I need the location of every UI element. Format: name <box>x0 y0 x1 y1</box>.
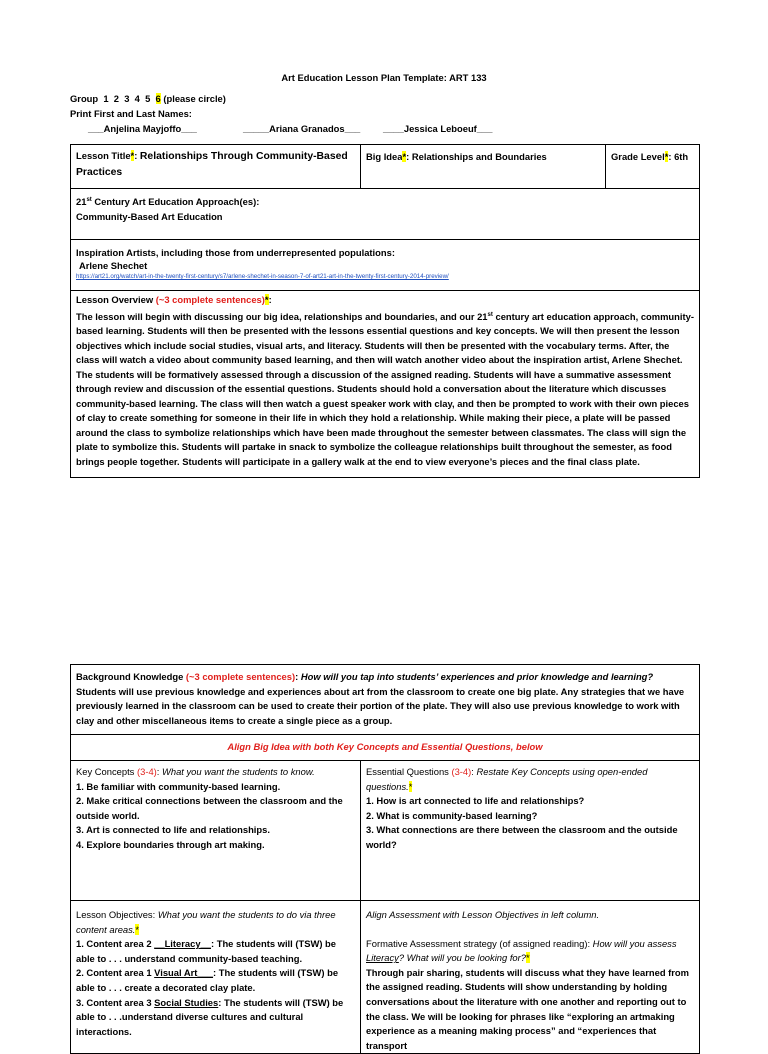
approach-label: 21st Century Art Education Approach(es): <box>76 196 260 208</box>
approach-cell <box>71 189 700 240</box>
document-title: Art Education Lesson Plan Template: ART 133 <box>281 72 487 83</box>
inspiration-video-link[interactable]: https://art21.org/watch/art-in-the-twenty-first-century/s7/arlene-shechet-in-season-7-of-art21-art-in-the-twenty-first-century-2014-preview/ <box>76 273 449 280</box>
objectives-label: Lesson Objectives: <box>76 909 156 920</box>
formative-question-part1: How will you assess <box>592 937 677 949</box>
group-option-4[interactable]: 4 <box>134 93 140 104</box>
key-concept-item: 1. Be familiar with community-based learning. <box>76 780 281 792</box>
overview-text-part2: century art education approach, community-based learning. Students will then be presented with the lessons essential questions and key concepts. We will then present the lesson objectives which include social studies, visual arts, and literacy. Students will then be presented with the vocabulary terms. After, the class will watch a video about community based learning, and then will watch another video about the inspiration artist, Arlene Shechet. The students will be formatively assessed through a discussion of the assigned reading. Students will have a summative assessment through review and discussion of the essential questions. Students should hold a conversation about the literature which discusses community-based learning. The class will then watch a guest speaker work with clay, and then be prompted to work with their own pieces of clay to create something for someone in their life in which they hold a relationship. While making their piece, a plate will be passed around the class to symbolize relationships which have been made throughout the semester between classmates. The class will sign the plate to symbolize this. Students will partake in snack to symbolize the colleague relationships built throughout the semester, as food brings people together. Students will participate in a gallery walk at the end to view everyone’s pieces and the final class plate. <box>76 310 694 467</box>
lesson-overview-cell: Lesson Overview (~3 complete sentences)*: The lesson will begin with discussing our big idea, relationships and boundaries, and our 21st century art education approach, community-based learning. Students will then be presented with the lessons essential questions and key concepts. We will then present the lesson objectives which include social studies, visual arts, and literacy. Students will then be presented with the vocabulary terms. After, the class will watch a video about community based learning, and then will watch another video about the inspiration artist, Arlene Shechet. The students will be formatively assessed through a discussion of the assigned reading. Students will have a summative assessment through review and discussion of the essential questions. Students should hold a conversation about the literature which discusses community-based learning. The class will then watch a guest speaker work with clay, and then be prompted to work with their own pieces of clay to create something for someone in their life in which they hold a relationship. While making their piece, a plate will be passed around the class to symbolize relationships which have been made throughout the semester between classmates. The class will sign the plate to symbolize this. Students will partake in snack to symbolize the colleague relationships built throughout the semester, as food brings people together. Students will participate in a gallery walk at the end to view everyone’s pieces and the final class plate. <box>71 291 700 478</box>
essential-questions-count: (3-4) <box>451 766 472 777</box>
align-heading: Align Big Idea with both Key Concepts and Essential Questions, below <box>227 741 543 752</box>
required-asterisk: * <box>130 150 135 161</box>
overview-hint: (~3 complete sentences) <box>155 294 265 305</box>
big-idea-label: Big Idea <box>366 151 403 162</box>
key-concept-item: 3. Art is connected to life and relationships. <box>76 824 270 836</box>
background-question: How will you tap into students’ experiences and prior knowledge and learning? <box>300 671 654 682</box>
key-concept-item: 2. Make critical connections between the classroom and the outside world. <box>76 795 343 821</box>
align-heading-cell <box>71 735 700 761</box>
lesson-title-cell <box>71 145 361 189</box>
assessment-heading: Align Assessment with Lesson Objectives in left column. <box>366 909 600 920</box>
essential-questions-prompt: Restate Key Concepts using open-ended questions. <box>366 766 648 792</box>
group-option-5[interactable]: 5 <box>145 93 151 104</box>
lesson-title-colon: : <box>134 150 138 161</box>
student-name-1: ___Anjelina Mayjoffo___ <box>88 123 197 134</box>
background-text: Students will use previous knowledge and experiences about art from the classroom to create one big plate. Any strategies that we have previously learned in the classroom can be used to create their portion of the plate. They will also use previous knowledge to work with clay and other miscellaneous items to create a single piece as a group. <box>76 685 685 726</box>
background-knowledge-cell: Background Knowledge (~3 complete sentences): How will you tap into students’ experiences and prior knowledge and learning? Students will use previous knowledge and experiences about art from the classroom to create one big plate. Any strategies that we have previously learned in the classroom can be used to create their portion of the plate. They will also use previous knowledge to work with clay and other miscellaneous items to create a single piece as a group. <box>71 665 700 735</box>
group-option-6-highlighted[interactable]: 6 <box>155 93 161 104</box>
student-name-3: ____Jessica Leboeuf___ <box>383 123 493 134</box>
essential-questions-label: Essential Questions <box>366 766 449 777</box>
background-hint: (~3 complete sentences) <box>185 671 296 682</box>
objective-item: 2. Content area 1 Visual Art___: The students will (TSW) be able to . . . create a decorated clay plate. <box>76 967 339 993</box>
essential-questions-cell: Essential Questions (3-4): Restate Key Concepts using open-ended questions.* 1. How is art connected to life and relationships? 2. What is community-based learning? 3. What connections are there between the classroom and the outside world? <box>361 761 700 901</box>
formative-question-part2: ? What will you be looking for? <box>398 952 526 964</box>
objective-item: 1. Content area 2 __Literacy__: The students will (TSW) be able to . . . understand community-based teaching. <box>76 938 336 964</box>
group-selector <box>70 93 226 104</box>
required-asterisk: * <box>408 780 413 792</box>
names-label: Print First and Last Names: <box>70 108 192 119</box>
group-label: Group <box>70 93 99 104</box>
group-option-2[interactable]: 2 <box>113 93 119 104</box>
objectives-prompt: What you want the students to do via three content areas. <box>76 909 336 935</box>
lesson-objectives-cell <box>71 901 361 1054</box>
formative-literacy: Literacy <box>366 952 399 964</box>
lesson-title-value: Relationships Through Community-Based Practices <box>76 151 348 178</box>
required-asterisk: * <box>402 151 407 162</box>
approach-value: Community-Based Art Education <box>76 210 223 222</box>
inspiration-cell <box>71 240 700 291</box>
big-idea-value: Relationships and Boundaries <box>411 151 547 162</box>
formative-label: Formative Assessment strategy (of assigned reading): <box>366 937 591 949</box>
grade-level-label: Grade Level <box>611 151 665 162</box>
inspiration-label: Inspiration Artists, including those from underrepresented populations: <box>76 247 395 258</box>
formative-text: Through pair sharing, students will discuss what they have learned from the assigned reading. Students will show understanding by holding conversations about the literature with one another and reporting out to the class. We will be looking for phrases like “exploring an artmaking experience as a meaning making process” and “experiences that transport <box>366 966 689 1051</box>
key-concepts-label: Key Concepts <box>76 766 135 777</box>
overview-text-part1: The lesson will begin with discussing our big idea, relationships and boundaries, and our 21 <box>76 310 488 322</box>
key-concepts-cell: Key Concepts (3-4): What you want the students to know. 1. Be familiar with community-based learning. 2. Make critical connections between the classroom and the outside world. 3. Art is connected to life and relationships. 4. Explore boundaries through art making. <box>71 761 361 901</box>
key-concept-item: 4. Explore boundaries through art making. <box>76 838 265 850</box>
lesson-plan-table-top <box>70 144 700 478</box>
overview-sup: st <box>487 311 493 318</box>
background-label: Background Knowledge <box>76 671 184 682</box>
key-concepts-prompt: What you want the students to know. <box>162 766 315 777</box>
key-concepts-count: (3-4) <box>136 766 157 777</box>
essential-question-item: 2. What is community-based learning? <box>366 809 538 821</box>
essential-question-item: 1. How is art connected to life and relationships? <box>366 795 585 807</box>
assessment-cell <box>361 901 700 1054</box>
student-name-2: _____Ariana Granados___ <box>243 123 361 134</box>
group-circle-note: (please circle) <box>163 93 226 104</box>
inspiration-artist: Arlene Shechet <box>79 260 148 271</box>
required-asterisk: * <box>135 923 140 935</box>
group-option-1[interactable]: 1 <box>103 93 109 104</box>
grade-level-value: 6th <box>674 151 689 162</box>
lesson-plan-table-bottom <box>70 664 700 1054</box>
lesson-title-label: Lesson Title <box>76 150 131 161</box>
overview-label: Lesson Overview <box>76 294 154 305</box>
required-asterisk: * <box>664 151 669 162</box>
required-asterisk: * <box>525 952 530 964</box>
group-option-3[interactable]: 3 <box>124 93 130 104</box>
grade-level-cell: Grade Level*: 6th <box>606 145 700 189</box>
essential-question-item: 3. What connections are there between the classroom and the outside world? <box>366 824 678 850</box>
big-idea-cell: Big Idea*: Relationships and Boundaries <box>361 145 606 189</box>
required-asterisk: * <box>264 294 269 305</box>
objective-item: 3. Content area 3 Social Studies: The students will (TSW) be able to . . .understand diverse cultures and cultural interactions. <box>76 996 344 1037</box>
